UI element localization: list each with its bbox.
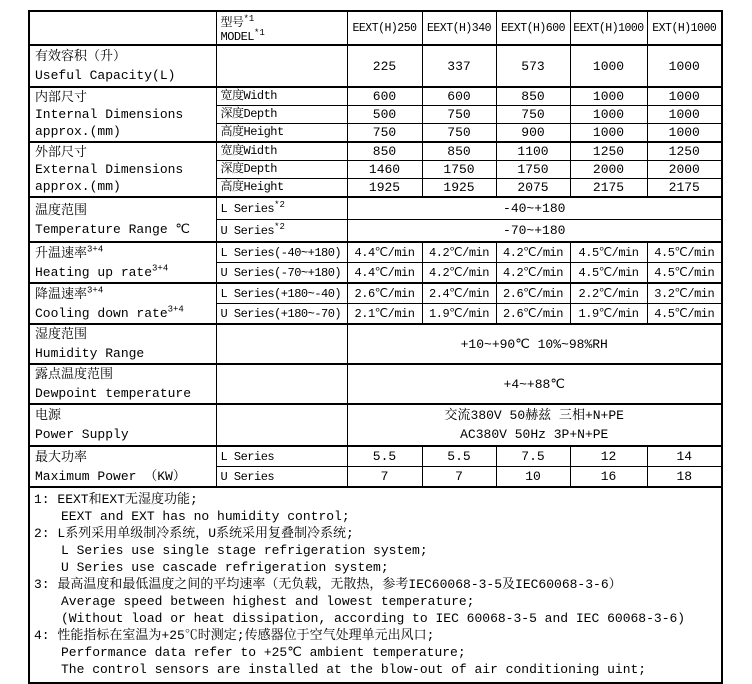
note-line: U Series use cascade refrigeration system; <box>61 560 389 575</box>
cooling-l-value: 2.4℃/min <box>422 283 496 304</box>
max-power-l-value: 12 <box>570 446 647 467</box>
internal-height-value: 1000 <box>570 124 647 143</box>
model-name-cell: EEXT(H)340 <box>422 11 496 45</box>
heating-label-en: Heating up rate$^{3+4}$ <box>35 263 169 280</box>
humidity-value: +10~+90℃ 10%~98%RH <box>347 324 722 364</box>
external-height-value: 2175 <box>647 179 722 198</box>
model-label-en: MODEL$^{*1}$ <box>220 27 265 44</box>
external-depth-value: 2000 <box>570 161 647 179</box>
humidity-sub-cell <box>216 324 347 364</box>
heating-l-value: 4.2℃/min <box>422 242 496 263</box>
max-power-l-value: 14 <box>647 446 722 467</box>
capacity-label-zh: 有效容积（升） <box>35 49 127 64</box>
model-en-sup: *1 <box>254 27 265 38</box>
capacity-label-cell <box>29 45 216 87</box>
cooling-l-label: L Series(+180~-40) <box>216 283 347 304</box>
internal-height-label: 高度Height <box>216 124 347 143</box>
notes-row <box>29 487 722 683</box>
humidity-label-cell <box>29 324 216 364</box>
internal-width-row <box>29 87 722 106</box>
external-width-value: 1250 <box>570 142 647 161</box>
heating-l-value: 4.5℃/min <box>570 242 647 263</box>
temp-range-u-label: U Series$^{*2}$ <box>216 220 347 243</box>
header-row <box>29 11 722 45</box>
model-label-cell <box>216 11 347 45</box>
internal-label-en2: approx.(mm) <box>35 124 121 139</box>
model-name-cell: EEXT(H)250 <box>347 11 422 45</box>
heating-u-value: 4.2℃/min <box>496 263 570 284</box>
heating-en-sup: 3+4 <box>152 263 169 274</box>
internal-width-label: 宽度Width <box>216 87 347 106</box>
temp-l-sup: *2 <box>274 199 285 210</box>
external-width-value: 850 <box>347 142 422 161</box>
dewpoint-row <box>29 364 722 404</box>
max-power-label-cell <box>29 446 216 487</box>
internal-height-value: 1000 <box>647 124 722 143</box>
heating-l-label: L Series(-40~+180) <box>216 242 347 263</box>
heating-label-zh: 升温速率$^{3+4}$ <box>35 244 104 261</box>
note-line: 1: EEXT和EXT无湿度功能; <box>34 492 198 507</box>
internal-depth-value: 500 <box>347 106 422 124</box>
internal-depth-value: 750 <box>496 106 570 124</box>
dewpoint-label-zh: 露点温度范围 <box>35 367 114 382</box>
header-empty-cell <box>29 11 216 45</box>
external-depth-value: 2000 <box>647 161 722 179</box>
note-line: The control sensors are installed at the blow-out of air conditioning uint; <box>61 662 647 677</box>
power-supply-label-zh: 电源 <box>35 408 62 423</box>
internal-depth-value: 1000 <box>647 106 722 124</box>
max-power-u-value: 16 <box>570 467 647 488</box>
internal-height-value: 900 <box>496 124 570 143</box>
heating-u-value: 4.4℃/min <box>347 263 422 284</box>
cooling-u-value: 1.9℃/min <box>570 304 647 325</box>
cooling-u-value: 2.6℃/min <box>496 304 570 325</box>
cooling-l-value: 2.2℃/min <box>570 283 647 304</box>
max-power-l-value: 7.5 <box>496 446 570 467</box>
external-height-value: 2175 <box>570 179 647 198</box>
cooling-label-en: Cooling down rate$^{3+4}$ <box>35 304 184 321</box>
external-depth-label: 深度Depth <box>216 161 347 179</box>
internal-label-cell <box>29 87 216 142</box>
heating-u-label: U Series(-70~+180) <box>216 263 347 284</box>
power-supply-label-cell <box>29 404 216 446</box>
power-supply-label-en: Power Supply <box>35 427 129 442</box>
heating-label-cell <box>29 242 216 283</box>
temp-range-u-value: -70~+180 <box>347 220 722 243</box>
humidity-label-en: Humidity Range <box>35 346 145 361</box>
internal-width-value: 850 <box>496 87 570 106</box>
note-line: Average speed between highest and lowest temperature; <box>61 594 475 609</box>
model-zh-sup: *1 <box>243 13 255 24</box>
heating-l-value: 4.5℃/min <box>647 242 722 263</box>
internal-width-value: 600 <box>347 87 422 106</box>
cooling-label-zh: 降温速率$^{3+4}$ <box>35 285 104 302</box>
external-label-zh: 外部尺寸 <box>35 145 88 160</box>
temp-range-label-zh: 温度范围 <box>35 202 88 218</box>
capacity-label-en: Useful Capacity(L) <box>35 68 176 83</box>
dewpoint-label-en: Dewpoint temperature <box>35 386 192 401</box>
external-height-value: 2075 <box>496 179 570 198</box>
internal-depth-label: 深度Depth <box>216 106 347 124</box>
dewpoint-label-cell <box>29 364 216 404</box>
model-name-cell: EXT(H)1000 <box>647 11 722 45</box>
note-line: Performance data refer to +25℃ ambient temperature; <box>61 645 466 660</box>
temp-range-label-cell <box>29 197 216 242</box>
capacity-value-cell: 1000 <box>647 45 722 87</box>
temp-range-l-value: -40~+180 <box>347 197 722 220</box>
capacity-value-cell: 1000 <box>570 45 647 87</box>
humidity-row <box>29 324 722 364</box>
heating-l-row <box>29 242 722 263</box>
external-height-label: 高度Height <box>216 179 347 198</box>
max-power-label-zh: 最大功率 <box>35 449 88 465</box>
dewpoint-sub-cell <box>216 364 347 404</box>
cooling-u-label: U Series(+180~-70) <box>216 304 347 325</box>
external-depth-value: 1460 <box>347 161 422 179</box>
cooling-label-cell <box>29 283 216 324</box>
cooling-zh-sup: 3+4 <box>87 285 104 296</box>
cooling-u-value: 1.9℃/min <box>422 304 496 325</box>
temp-range-label-en: Temperature Range ℃ <box>35 221 191 237</box>
capacity-value-cell: 225 <box>347 45 422 87</box>
heating-l-value: 4.4℃/min <box>347 242 422 263</box>
external-width-value: 850 <box>422 142 496 161</box>
internal-width-value: 1000 <box>647 87 722 106</box>
notes-cell <box>29 487 722 683</box>
power-supply-row <box>29 404 722 446</box>
heating-u-value: 4.5℃/min <box>647 263 722 284</box>
internal-width-value: 1000 <box>570 87 647 106</box>
internal-label-en1: Internal Dimensions <box>35 107 184 122</box>
cooling-u-value: 4.5℃/min <box>647 304 722 325</box>
cooling-u-value: 2.1℃/min <box>347 304 422 325</box>
max-power-l-value: 5.5 <box>422 446 496 467</box>
cooling-en-sup: 3+4 <box>167 304 184 315</box>
dewpoint-value: +4~+88℃ <box>347 364 722 404</box>
external-width-value: 1250 <box>647 142 722 161</box>
temp-u-sup: *2 <box>274 221 285 232</box>
max-power-l-row <box>29 446 722 467</box>
external-width-label: 宽度Width <box>216 142 347 161</box>
internal-depth-value: 1000 <box>570 106 647 124</box>
note-line: 3: 最高温度和最低温度之间的平均速率（无负载，无散热，参考IEC60068-3-5及IEC60068-3-6） <box>34 577 622 592</box>
heating-l-value: 4.2℃/min <box>496 242 570 263</box>
external-width-value: 1100 <box>496 142 570 161</box>
power-supply-value-cell <box>347 404 722 446</box>
cooling-l-row <box>29 283 722 304</box>
internal-height-value: 750 <box>422 124 496 143</box>
max-power-u-label: U Series <box>216 467 347 488</box>
note-line: L Series use single stage refrigeration system; <box>61 543 428 558</box>
max-power-l-value: 5.5 <box>347 446 422 467</box>
internal-label-zh: 内部尺寸 <box>35 90 88 105</box>
internal-depth-value: 750 <box>422 106 496 124</box>
power-supply-value-zh: 交流380V 50赫兹 三相+N+PE <box>444 408 624 423</box>
humidity-label-zh: 湿度范围 <box>35 327 88 342</box>
note-line: (Without load or heat dissipation, according to IEC 60068-3-5 and IEC 60068-3-6) <box>61 611 686 626</box>
heating-zh-sup: 3+4 <box>87 244 104 255</box>
external-label-en1: External Dimensions <box>35 162 184 177</box>
max-power-u-value: 7 <box>347 467 422 488</box>
temp-range-l-row <box>29 197 722 220</box>
external-depth-value: 1750 <box>422 161 496 179</box>
external-height-value: 1925 <box>347 179 422 198</box>
cooling-l-value: 3.2℃/min <box>647 283 722 304</box>
capacity-sub-cell <box>216 45 347 87</box>
model-name-cell: EEXT(H)1000 <box>570 11 647 45</box>
external-width-row <box>29 142 722 161</box>
internal-width-value: 600 <box>422 87 496 106</box>
capacity-row <box>29 45 722 87</box>
max-power-u-value: 10 <box>496 467 570 488</box>
external-depth-value: 1750 <box>496 161 570 179</box>
max-power-u-value: 18 <box>647 467 722 488</box>
cooling-l-value: 2.6℃/min <box>347 283 422 304</box>
temp-range-l-label: L Series$^{*2}$ <box>216 197 347 220</box>
model-label-zh: 型号$^{*1}$ <box>220 13 255 30</box>
power-supply-value-en: AC380V 50Hz 3P+N+PE <box>460 427 609 442</box>
heating-u-value: 4.5℃/min <box>570 263 647 284</box>
heating-u-value: 4.2℃/min <box>422 263 496 284</box>
capacity-value-cell: 573 <box>496 45 570 87</box>
model-name-cell: EEXT(H)600 <box>496 11 570 45</box>
internal-height-value: 750 <box>347 124 422 143</box>
max-power-label-en: Maximum Power （KW） <box>35 468 186 484</box>
note-line: 2: L系列采用单级制冷系统，U系统采用复叠制冷系统; <box>34 526 354 541</box>
max-power-l-label: L Series <box>216 446 347 467</box>
external-label-en2: approx.(mm) <box>35 179 121 194</box>
power-supply-sub-cell <box>216 404 347 446</box>
external-height-value: 1925 <box>422 179 496 198</box>
note-line: 4: 性能指标在室温为+25℃时测定;传感器位于空气处理单元出风口; <box>34 628 435 643</box>
external-label-cell <box>29 142 216 197</box>
spec-table <box>28 10 723 684</box>
capacity-value-cell: 337 <box>422 45 496 87</box>
cooling-l-value: 2.6℃/min <box>496 283 570 304</box>
max-power-u-value: 7 <box>422 467 496 488</box>
note-line: EEXT and EXT has no humidity control; <box>61 509 350 524</box>
